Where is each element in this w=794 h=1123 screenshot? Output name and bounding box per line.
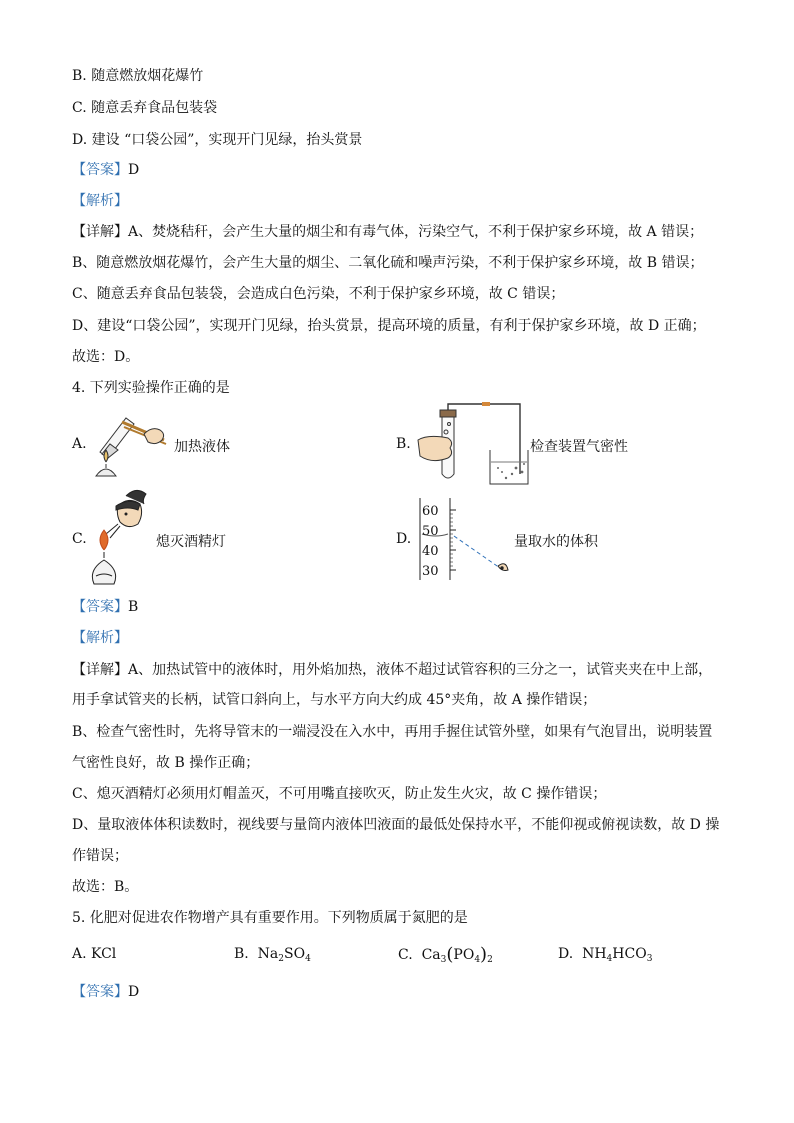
answer-label: 【答案】 [72, 599, 128, 615]
airtightness-figure [416, 402, 532, 486]
q5-stem: 5. 化肥对促进农作物增产具有重要作用。下列物质属于氮肥的是 [72, 910, 468, 926]
option-letter: D. [558, 946, 574, 962]
detail-text: A、加热试管中的液体时，用外焰加热，液体不超过试管容积的三分之一，试管夹夹在中上部， [128, 662, 713, 678]
extinguish-lamp-figure [88, 488, 158, 588]
answer-value: B [128, 599, 139, 615]
q5-option-a: A. KCl [72, 946, 117, 962]
q4-conclusion: 故选：B。 [72, 879, 139, 895]
q3-detail-3: C、随意丢弃食品包装袋，会造成白色污染，不利于保护家乡环境，故 C 错误； [72, 286, 565, 302]
tick-label: 50 [422, 524, 439, 539]
q3-detail-4: D、建设“口袋公园”，实现开门见绿，抬头赏景，提高环境的质量，有利于保护家乡环境，故 D 正确； [72, 318, 706, 334]
tick-label: 60 [422, 504, 439, 519]
q3-option-b: B. 随意燃放烟花爆竹 [72, 68, 204, 84]
q4-stem: 4. 下列实验操作正确的是 [72, 380, 230, 396]
q4-option-a-letter: A. [72, 436, 87, 452]
q4-option-d-letter: D. [396, 531, 412, 547]
measuring-cylinder-figure [418, 496, 522, 584]
q3-detail-2: B、随意燃放烟花爆竹，会产生大量的烟尘、二氧化硫和噪声污染，不利于保护家乡环境，故 B 错误； [72, 255, 704, 271]
tick-label: 40 [422, 544, 439, 559]
q4-analysis-label: 【解析】 [72, 630, 128, 646]
option-letter: B. [234, 946, 249, 962]
q5-answer [72, 982, 139, 1002]
q3-detail-1 [72, 222, 703, 242]
q4-option-b-text: 检查装置气密性 [530, 439, 628, 455]
detail-text: A、焚烧秸秆，会产生大量的烟尘和有毒气体，污染空气，不利于保护家乡环境，故 A 错误； [128, 224, 704, 240]
q3-answer [72, 160, 139, 180]
q4-detail-4b: 作错误； [72, 848, 128, 864]
q4-option-c-text: 熄灭酒精灯 [156, 534, 226, 550]
q3-analysis-label: 【解析】 [72, 193, 128, 209]
q4-detail-3: C、熄灭酒精灯必须用灯帽盖灭，不可用嘴直接吹灭，防止发生火灾，故 C 操作错误； [72, 786, 607, 802]
answer-value: D [128, 162, 140, 178]
q5-option-c: C. $Ca_3(PO_4)_2$ [398, 944, 493, 965]
detail-label: 【详解】 [72, 662, 128, 678]
q5-option-d: D. $NH_4HCO_3$ [558, 946, 653, 964]
q3-option-c: C. 随意丢弃食品包装袋 [72, 100, 218, 116]
option-letter: C. [398, 947, 413, 963]
answer-label: 【答案】 [72, 984, 128, 1000]
q4-answer [72, 597, 138, 617]
tick-label: 30 [422, 564, 439, 579]
answer-value: D [128, 984, 140, 1000]
q4-option-a-text: 加热液体 [174, 439, 230, 455]
heating-liquid-figure [92, 410, 174, 484]
q5-option-b: B. $Na_2SO_4$ [234, 946, 311, 964]
detail-label: 【详解】 [72, 224, 128, 240]
q4-detail-4: D、量取液体体积读数时，视线要与量筒内液体凹液面的最低处保持水平，不能仰视或俯视读数，故 D 操 [72, 817, 720, 833]
q4-option-b-letter: B. [396, 436, 411, 452]
q4-detail-2: B、检查气密性时，先将导管末的一端浸没在入水中，再用手握住试管外壁，如果有气泡冒出，说明装置 [72, 724, 713, 740]
answer-label: 【答案】 [72, 162, 128, 178]
q3-conclusion: 故选：D。 [72, 349, 140, 365]
q4-detail-1 [72, 660, 712, 680]
q4-option-d-text: 量取水的体积 [514, 534, 598, 550]
q4-option-c-letter: C. [72, 531, 87, 547]
q3-option-d: D. 建设 “口袋公园”，实现开门见绿，抬头赏景 [72, 132, 363, 148]
q4-detail-2b: 气密性良好，故 B 操作正确； [72, 755, 260, 771]
q4-detail-1b: 用手拿试管夹的长柄，试管口斜向上，与水平方向大约成 45°夹角，故 A 操作错误； [72, 692, 597, 708]
